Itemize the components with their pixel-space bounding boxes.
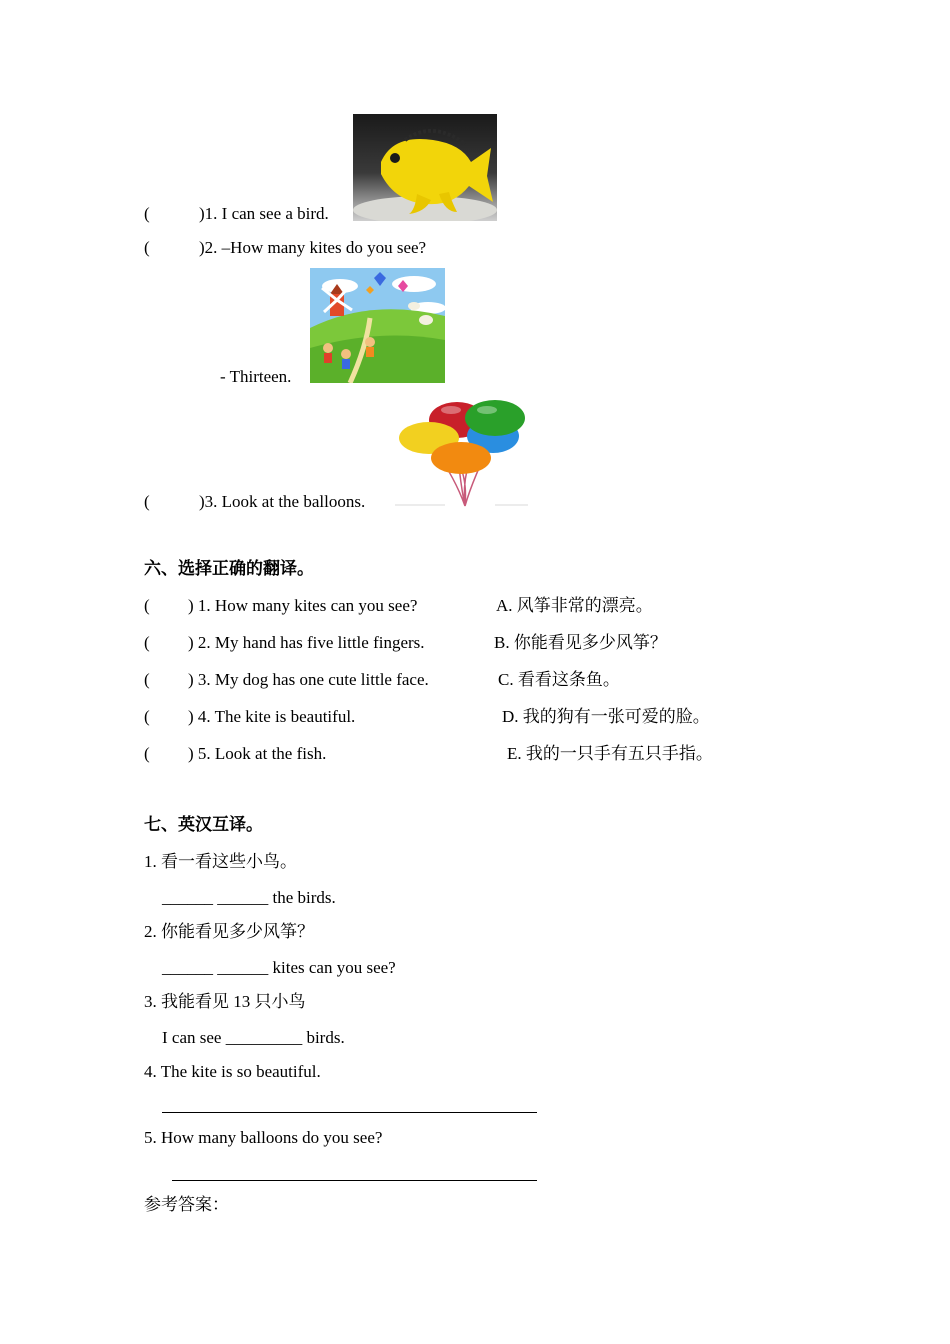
s6-option-e: E. 我的一只手有五只手指。: [507, 744, 713, 763]
judge-question-3: )3. Look at the balloons.: [199, 492, 366, 511]
s6-paren-4: (: [144, 707, 150, 726]
judge-paren-1: (: [144, 204, 150, 223]
s7-prompt-1: 1. 看一看这些小鸟。: [144, 852, 297, 871]
s6-option-d: D. 我的狗有一张可爱的脸。: [502, 707, 710, 726]
s6-option-a: A. 风筝非常的漂亮。: [496, 596, 653, 615]
s7-answer-3: I can see _________ birds.: [162, 1028, 345, 1047]
judge-question-1: )1. I can see a bird.: [199, 204, 329, 223]
s6-paren-1: (: [144, 596, 150, 615]
s6-english-3: ) 3. My dog has one cute little face.: [188, 670, 429, 689]
answers-label: 参考答案：: [144, 1195, 229, 1214]
kites-picture: [310, 268, 445, 383]
s7-answer-line-4: [162, 1112, 537, 1113]
s7-prompt-5: 5. How many balloons do you see?: [144, 1128, 383, 1147]
s6-paren-2: (: [144, 633, 150, 652]
section-6-title: 六、选择正确的翻译。: [144, 559, 314, 578]
s6-english-5: ) 5. Look at the fish.: [188, 744, 327, 763]
s6-paren-5: (: [144, 744, 150, 763]
s7-prompt-3: 3. 我能看见 13 只小鸟: [144, 992, 306, 1011]
balloons-picture: [395, 398, 530, 508]
s6-paren-3: (: [144, 670, 150, 689]
s6-english-4: ) 4. The kite is beautiful.: [188, 707, 356, 726]
s7-prompt-2: 2. 你能看见多少风筝？: [144, 922, 314, 941]
s7-answer-line-5: [172, 1180, 537, 1181]
s7-prompt-4: 4. The kite is so beautiful.: [144, 1062, 321, 1081]
judge-question-2: )2. –How many kites do you see?: [199, 238, 427, 257]
judge-paren-2: (: [144, 238, 150, 257]
s7-answer-2: ______ ______ kites can you see?: [162, 958, 396, 977]
fish-picture: [353, 114, 497, 221]
section-7-title: 七、英汉互译。: [144, 815, 263, 834]
s6-english-1: ) 1. How many kites can you see?: [188, 596, 418, 615]
judge-paren-3: (: [144, 492, 150, 511]
s6-english-2: ) 2. My hand has five little fingers.: [188, 633, 425, 652]
s6-option-b: B. 你能看见多少风筝？: [494, 633, 667, 652]
judge-answer-2: - Thirteen.: [220, 367, 292, 386]
s6-option-c: C. 看看这条鱼。: [498, 670, 620, 689]
s7-answer-1: ______ ______ the birds.: [162, 888, 336, 907]
